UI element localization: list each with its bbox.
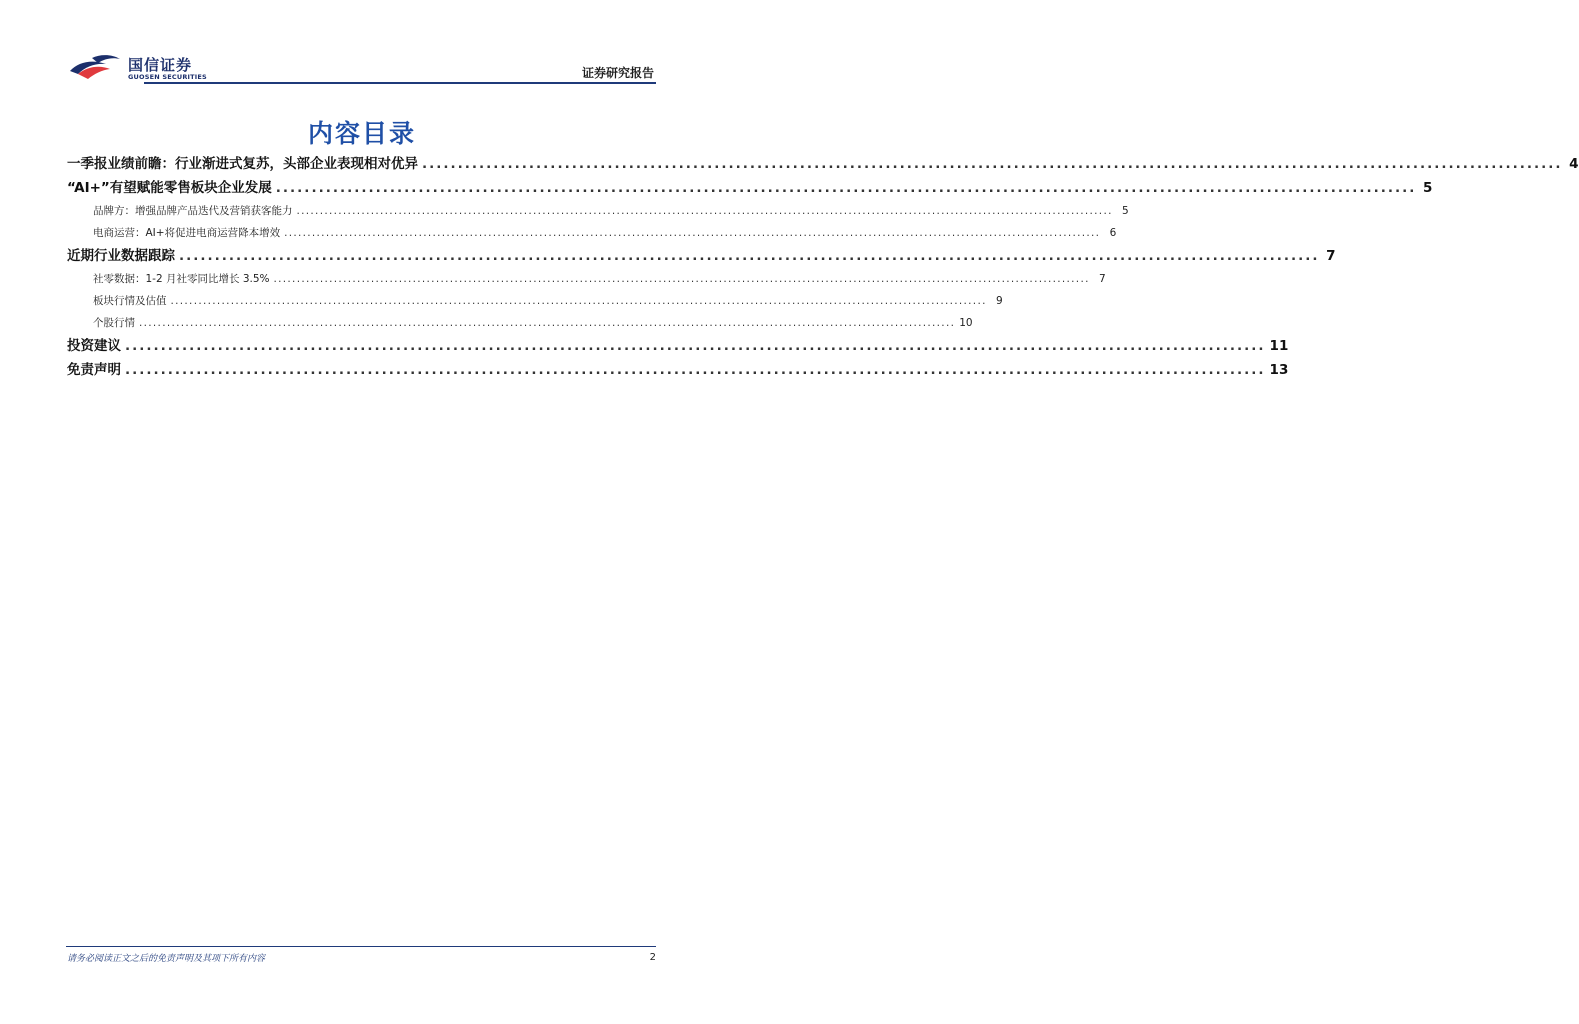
toc-subentry-text: 电商运营：AI+将促进电商运营降本增效 [93,227,281,239]
toc-entry-page: 7 [1326,248,1336,264]
toc-title: 内容目录 [307,119,416,148]
toc-subentry-page: 10 [959,317,973,329]
toc-entry[interactable] [67,334,1289,358]
toc-leader-dots: ................................................................................................................................................................ [125,338,1266,354]
toc-subentry-page: 7 [1099,273,1106,285]
footer-disclaimer-note: 请务必阅读正文之后的免责声明及其项下所有内容 [67,954,266,964]
toc-leader-dots: ................................................................................................................................................................................ [284,227,1101,239]
brand-name: 国信证券 [128,56,193,74]
table-of-contents [67,152,1579,382]
footer-divider [66,946,656,947]
toc-entry-page: 4 [1569,156,1579,172]
toc-entry[interactable] [67,152,1579,176]
brand-logo [66,50,206,84]
toc-leader-dots: ................................................................................................................................................................ [422,156,1563,172]
toc-leader-dots: ................................................................................................................................................................................ [170,295,987,307]
toc-entry-page: 5 [1422,180,1433,196]
toc-subentry[interactable] [67,222,1117,244]
toc-subentry[interactable] [67,268,1106,290]
toc-subentry-text: 品牌方：增强品牌产品迭代及营销获客能力 [93,205,293,217]
toc-subentry-page: 6 [1109,227,1117,239]
toc-entry-text: 近期行业数据跟踪 [67,248,175,264]
page-number: 2 [649,952,656,963]
toc-leader-dots: ................................................................................................................................................................ [179,248,1320,264]
toc-entry-page: 11 [1269,338,1289,354]
toc-leader-dots: ................................................................................................................................................................................ [273,273,1090,285]
toc-subentry-page: 5 [1122,205,1129,217]
toc-entry-page: 13 [1269,362,1289,378]
header-divider [144,82,656,84]
toc-leader-dots: ................................................................................................................................................................................ [296,205,1113,217]
toc-leader-dots: ................................................................................................................................................................................ [139,317,956,329]
toc-entry-text: 投资建议 [67,338,121,354]
toc-subentry-text: 社零数据：1-2 月社零同比增长 3.5% [93,273,270,285]
toc-subentry[interactable] [67,200,1129,222]
toc-subentry[interactable] [67,290,1003,312]
report-type-label: 证券研究报告 [581,66,654,80]
toc-subentry-page: 9 [996,295,1003,307]
toc-entry[interactable] [67,244,1336,268]
toc-entry[interactable] [67,358,1289,382]
toc-entry-text: 免责声明 [67,362,121,378]
toc-subentry-text: 个股行情 [93,317,135,329]
brand-logo-icon [66,52,124,80]
page-header [66,50,656,84]
toc-entry[interactable] [67,176,1433,200]
toc-leader-dots: ................................................................................................................................................................ [275,180,1417,196]
toc-entry-text: 一季报业绩前瞻：行业渐进式复苏，头部企业表现相对优异 [67,156,418,172]
toc-entry-text: “AI+”有望赋能零售板块企业发展 [67,180,272,196]
brand-subtitle: GUOSEN SECURITIES [128,73,207,81]
toc-leader-dots: ................................................................................................................................................................ [125,362,1266,378]
toc-subentry-text: 板块行情及估值 [93,295,167,307]
toc-subentry[interactable] [67,312,973,334]
